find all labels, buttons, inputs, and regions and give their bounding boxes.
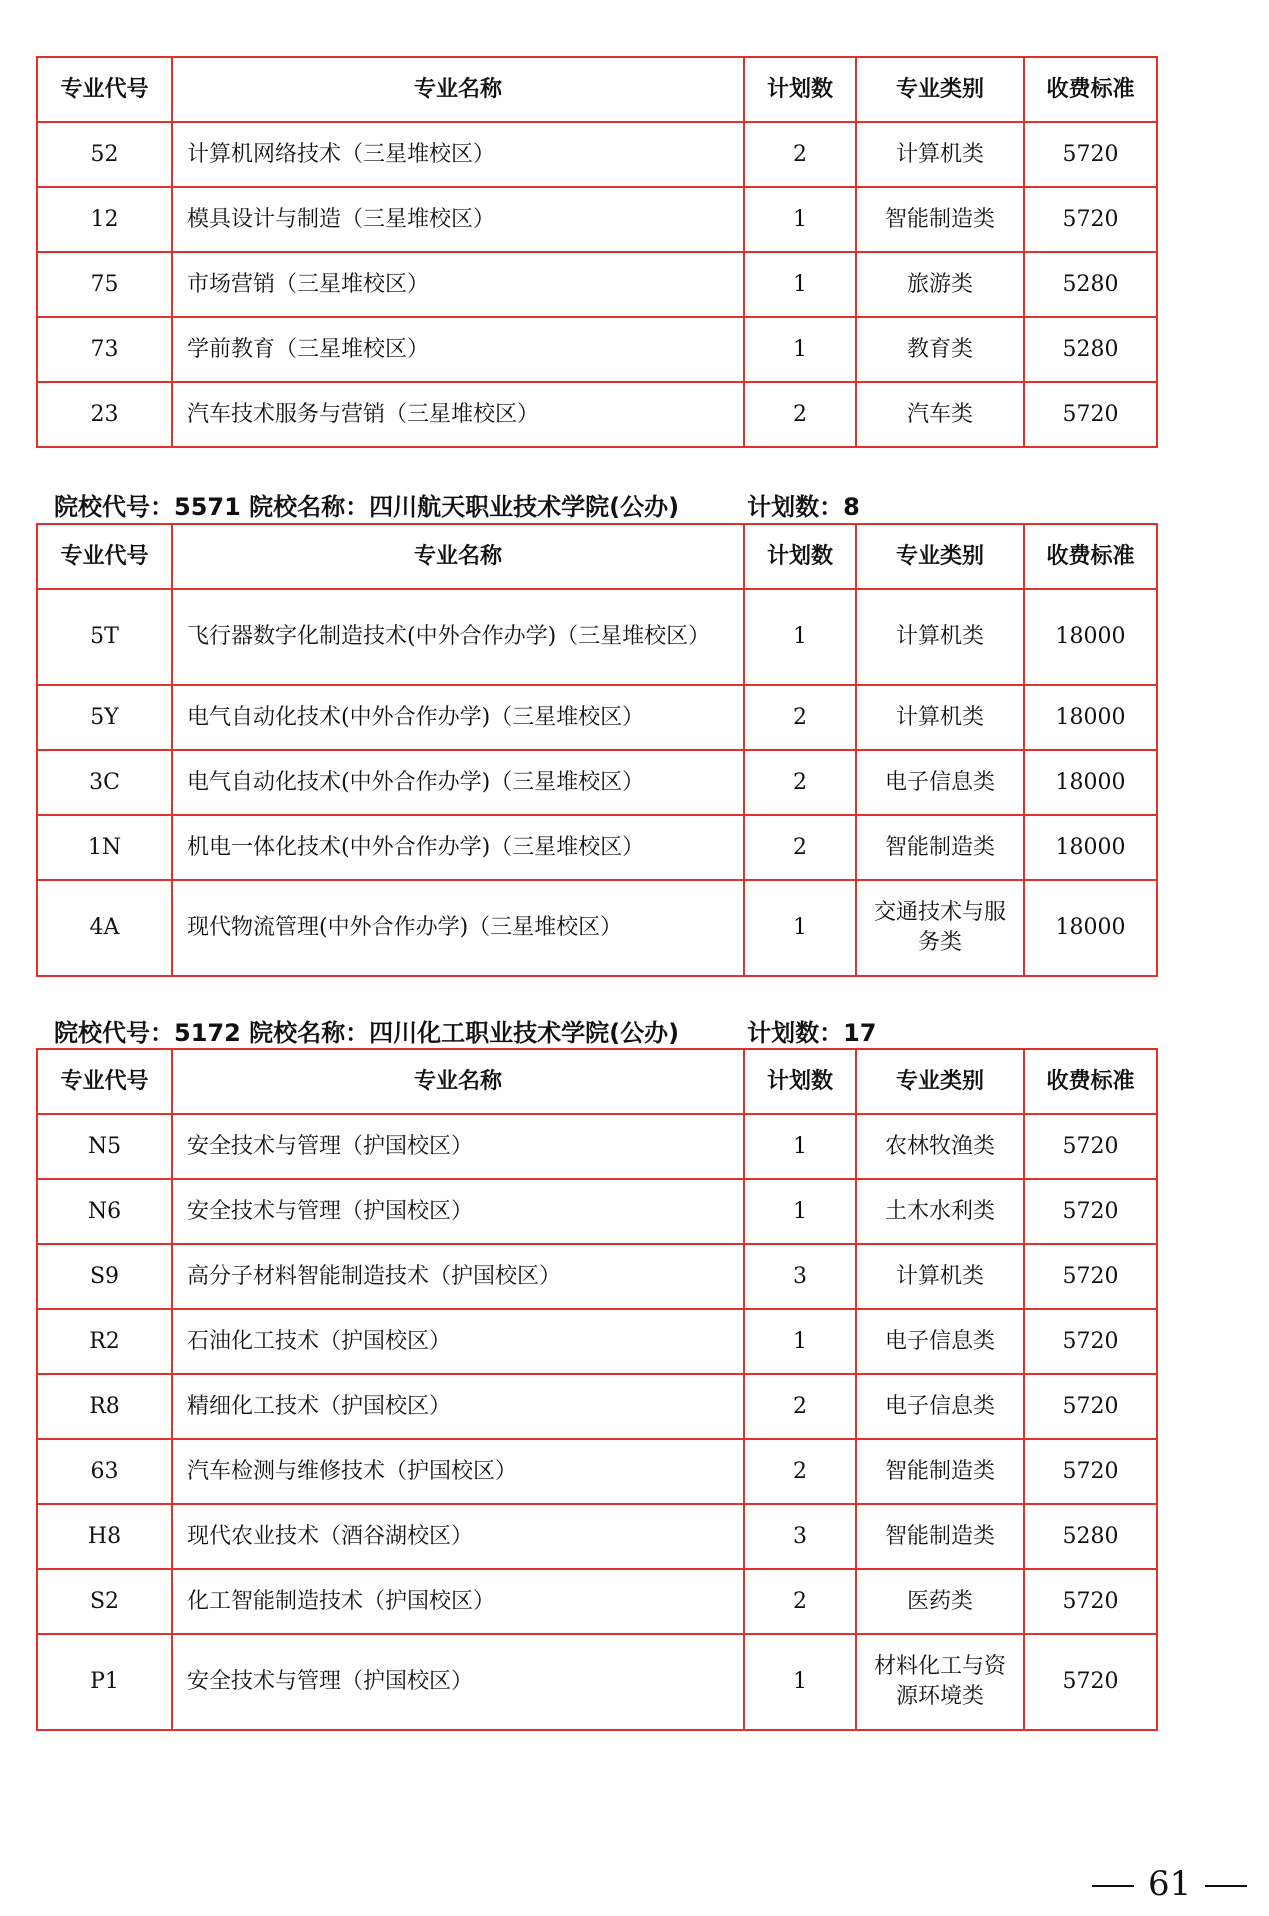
cell-fee: 5720 <box>1024 1309 1157 1374</box>
cell-name: 精细化工技术（护国校区） <box>172 1374 744 1439</box>
cell-name: 学前教育（三星堆校区） <box>172 317 744 382</box>
dash-left <box>1092 1885 1134 1887</box>
school-title: 院校代号：5571 院校名称：四川航天职业技术学院(公办) <box>54 493 680 521</box>
header-code: 专业代号 <box>37 524 172 589</box>
cell-plan: 1 <box>744 252 856 317</box>
cell-code: S2 <box>37 1569 172 1634</box>
cell-plan: 1 <box>744 1179 856 1244</box>
cell-fee: 5280 <box>1024 1504 1157 1569</box>
table-row <box>37 1114 1157 1179</box>
cell-code: 23 <box>37 382 172 447</box>
header-plan: 计划数 <box>744 524 856 589</box>
cell-plan: 2 <box>744 685 856 750</box>
cell-category: 智能制造类 <box>856 1439 1024 1504</box>
cell-name: 高分子材料智能制造技术（护国校区） <box>172 1244 744 1309</box>
cell-name: 安全技术与管理（护国校区） <box>172 1179 744 1244</box>
table-row <box>37 252 1157 317</box>
cell-name: 电气自动化技术(中外合作办学)（三星堆校区） <box>172 685 744 750</box>
header-fee: 收费标准 <box>1024 57 1157 122</box>
cell-plan: 3 <box>744 1504 856 1569</box>
cell-code: 3C <box>37 750 172 815</box>
cell-category: 计算机类 <box>856 122 1024 187</box>
cell-code: P1 <box>37 1634 172 1730</box>
cell-plan: 1 <box>744 880 856 976</box>
cell-name: 飞行器数字化制造技术(中外合作办学)（三星堆校区） <box>172 589 744 685</box>
cell-name: 汽车技术服务与营销（三星堆校区） <box>172 382 744 447</box>
table-row <box>37 382 1157 447</box>
header-name: 专业名称 <box>172 1049 744 1114</box>
cell-plan: 2 <box>744 1374 856 1439</box>
cell-plan: 1 <box>744 1309 856 1374</box>
cell-fee: 5720 <box>1024 382 1157 447</box>
cell-category: 农林牧渔类 <box>856 1114 1024 1179</box>
cell-category: 土木水利类 <box>856 1179 1024 1244</box>
table-row <box>37 1439 1157 1504</box>
cell-code: S9 <box>37 1244 172 1309</box>
cell-category: 教育类 <box>856 317 1024 382</box>
admission-table-2 <box>36 523 1158 977</box>
table-header-row <box>37 1049 1157 1114</box>
cell-name: 现代农业技术（酒谷湖校区） <box>172 1504 744 1569</box>
cell-category: 计算机类 <box>856 1244 1024 1309</box>
page-number-value: 61 <box>1148 1864 1192 1904</box>
table-row <box>37 1244 1157 1309</box>
cell-fee: 5720 <box>1024 1179 1157 1244</box>
cell-name: 电气自动化技术(中外合作办学)（三星堆校区） <box>172 750 744 815</box>
cell-category: 旅游类 <box>856 252 1024 317</box>
cell-fee: 5720 <box>1024 122 1157 187</box>
cell-fee: 5720 <box>1024 1244 1157 1309</box>
table-row <box>37 1634 1157 1730</box>
header-category: 专业类别 <box>856 1049 1024 1114</box>
cell-plan: 2 <box>744 750 856 815</box>
cell-code: 5Y <box>37 685 172 750</box>
cell-code: H8 <box>37 1504 172 1569</box>
school-heading <box>54 1013 877 1048</box>
table-row <box>37 1504 1157 1569</box>
table-header-row <box>37 524 1157 589</box>
cell-fee: 5720 <box>1024 1114 1157 1179</box>
cell-code: 75 <box>37 252 172 317</box>
dash-right <box>1205 1885 1247 1887</box>
header-category: 专业类别 <box>856 57 1024 122</box>
header-name: 专业名称 <box>172 57 744 122</box>
cell-plan: 2 <box>744 382 856 447</box>
cell-category: 汽车类 <box>856 382 1024 447</box>
cell-code: 63 <box>37 1439 172 1504</box>
cell-fee: 5280 <box>1024 317 1157 382</box>
table-row <box>37 750 1157 815</box>
cell-category: 医药类 <box>856 1569 1024 1634</box>
header-fee: 收费标准 <box>1024 1049 1157 1114</box>
header-code: 专业代号 <box>37 57 172 122</box>
page-number <box>1078 1864 1261 1904</box>
cell-code: 5T <box>37 589 172 685</box>
cell-plan: 1 <box>744 1114 856 1179</box>
school-plan: 计划数：8 <box>747 493 860 521</box>
cell-code: 1N <box>37 815 172 880</box>
cell-category: 智能制造类 <box>856 1504 1024 1569</box>
cell-category: 智能制造类 <box>856 187 1024 252</box>
cell-plan: 2 <box>744 1439 856 1504</box>
cell-fee: 5720 <box>1024 1374 1157 1439</box>
cell-fee: 18000 <box>1024 589 1157 685</box>
cell-code: 52 <box>37 122 172 187</box>
cell-name: 市场营销（三星堆校区） <box>172 252 744 317</box>
cell-code: 4A <box>37 880 172 976</box>
admission-table-3 <box>36 1048 1158 1731</box>
table-row <box>37 1374 1157 1439</box>
cell-name: 安全技术与管理（护国校区） <box>172 1634 744 1730</box>
cell-name: 计算机网络技术（三星堆校区） <box>172 122 744 187</box>
cell-fee: 5720 <box>1024 1569 1157 1634</box>
school-heading <box>54 487 860 522</box>
cell-fee: 18000 <box>1024 685 1157 750</box>
header-name: 专业名称 <box>172 524 744 589</box>
table-row <box>37 880 1157 976</box>
cell-plan: 1 <box>744 317 856 382</box>
cell-category: 电子信息类 <box>856 750 1024 815</box>
table-row <box>37 685 1157 750</box>
cell-name: 现代物流管理(中外合作办学)（三星堆校区） <box>172 880 744 976</box>
cell-code: N5 <box>37 1114 172 1179</box>
cell-category: 材料化工与资源环境类 <box>856 1634 1024 1730</box>
cell-name: 化工智能制造技术（护国校区） <box>172 1569 744 1634</box>
cell-plan: 1 <box>744 589 856 685</box>
school-plan: 计划数：17 <box>747 1019 877 1047</box>
table-row <box>37 122 1157 187</box>
header-category: 专业类别 <box>856 524 1024 589</box>
cell-category: 电子信息类 <box>856 1374 1024 1439</box>
cell-plan: 2 <box>744 1569 856 1634</box>
header-fee: 收费标准 <box>1024 524 1157 589</box>
cell-fee: 5720 <box>1024 1439 1157 1504</box>
school-title: 院校代号：5172 院校名称：四川化工职业技术学院(公办) <box>54 1019 680 1047</box>
cell-category: 计算机类 <box>856 685 1024 750</box>
cell-fee: 18000 <box>1024 750 1157 815</box>
cell-category: 计算机类 <box>856 589 1024 685</box>
table-row <box>37 815 1157 880</box>
cell-plan: 3 <box>744 1244 856 1309</box>
table-header-row <box>37 57 1157 122</box>
cell-code: R2 <box>37 1309 172 1374</box>
cell-plan: 1 <box>744 1634 856 1730</box>
cell-fee: 18000 <box>1024 880 1157 976</box>
cell-code: R8 <box>37 1374 172 1439</box>
cell-name: 安全技术与管理（护国校区） <box>172 1114 744 1179</box>
table-row <box>37 1569 1157 1634</box>
cell-fee: 18000 <box>1024 815 1157 880</box>
table-row <box>37 589 1157 685</box>
cell-code: 12 <box>37 187 172 252</box>
header-plan: 计划数 <box>744 1049 856 1114</box>
table-row <box>37 317 1157 382</box>
cell-code: 73 <box>37 317 172 382</box>
cell-name: 机电一体化技术(中外合作办学)（三星堆校区） <box>172 815 744 880</box>
cell-plan: 1 <box>744 187 856 252</box>
cell-category: 交通技术与服务类 <box>856 880 1024 976</box>
cell-name: 模具设计与制造（三星堆校区） <box>172 187 744 252</box>
cell-fee: 5280 <box>1024 252 1157 317</box>
cell-plan: 2 <box>744 815 856 880</box>
cell-fee: 5720 <box>1024 1634 1157 1730</box>
cell-plan: 2 <box>744 122 856 187</box>
cell-name: 石油化工技术（护国校区） <box>172 1309 744 1374</box>
cell-code: N6 <box>37 1179 172 1244</box>
cell-name: 汽车检测与维修技术（护国校区） <box>172 1439 744 1504</box>
cell-category: 电子信息类 <box>856 1309 1024 1374</box>
header-code: 专业代号 <box>37 1049 172 1114</box>
admission-table-1 <box>36 56 1158 448</box>
cell-category: 智能制造类 <box>856 815 1024 880</box>
table-row <box>37 187 1157 252</box>
cell-fee: 5720 <box>1024 187 1157 252</box>
table-row <box>37 1179 1157 1244</box>
table-row <box>37 1309 1157 1374</box>
header-plan: 计划数 <box>744 57 856 122</box>
